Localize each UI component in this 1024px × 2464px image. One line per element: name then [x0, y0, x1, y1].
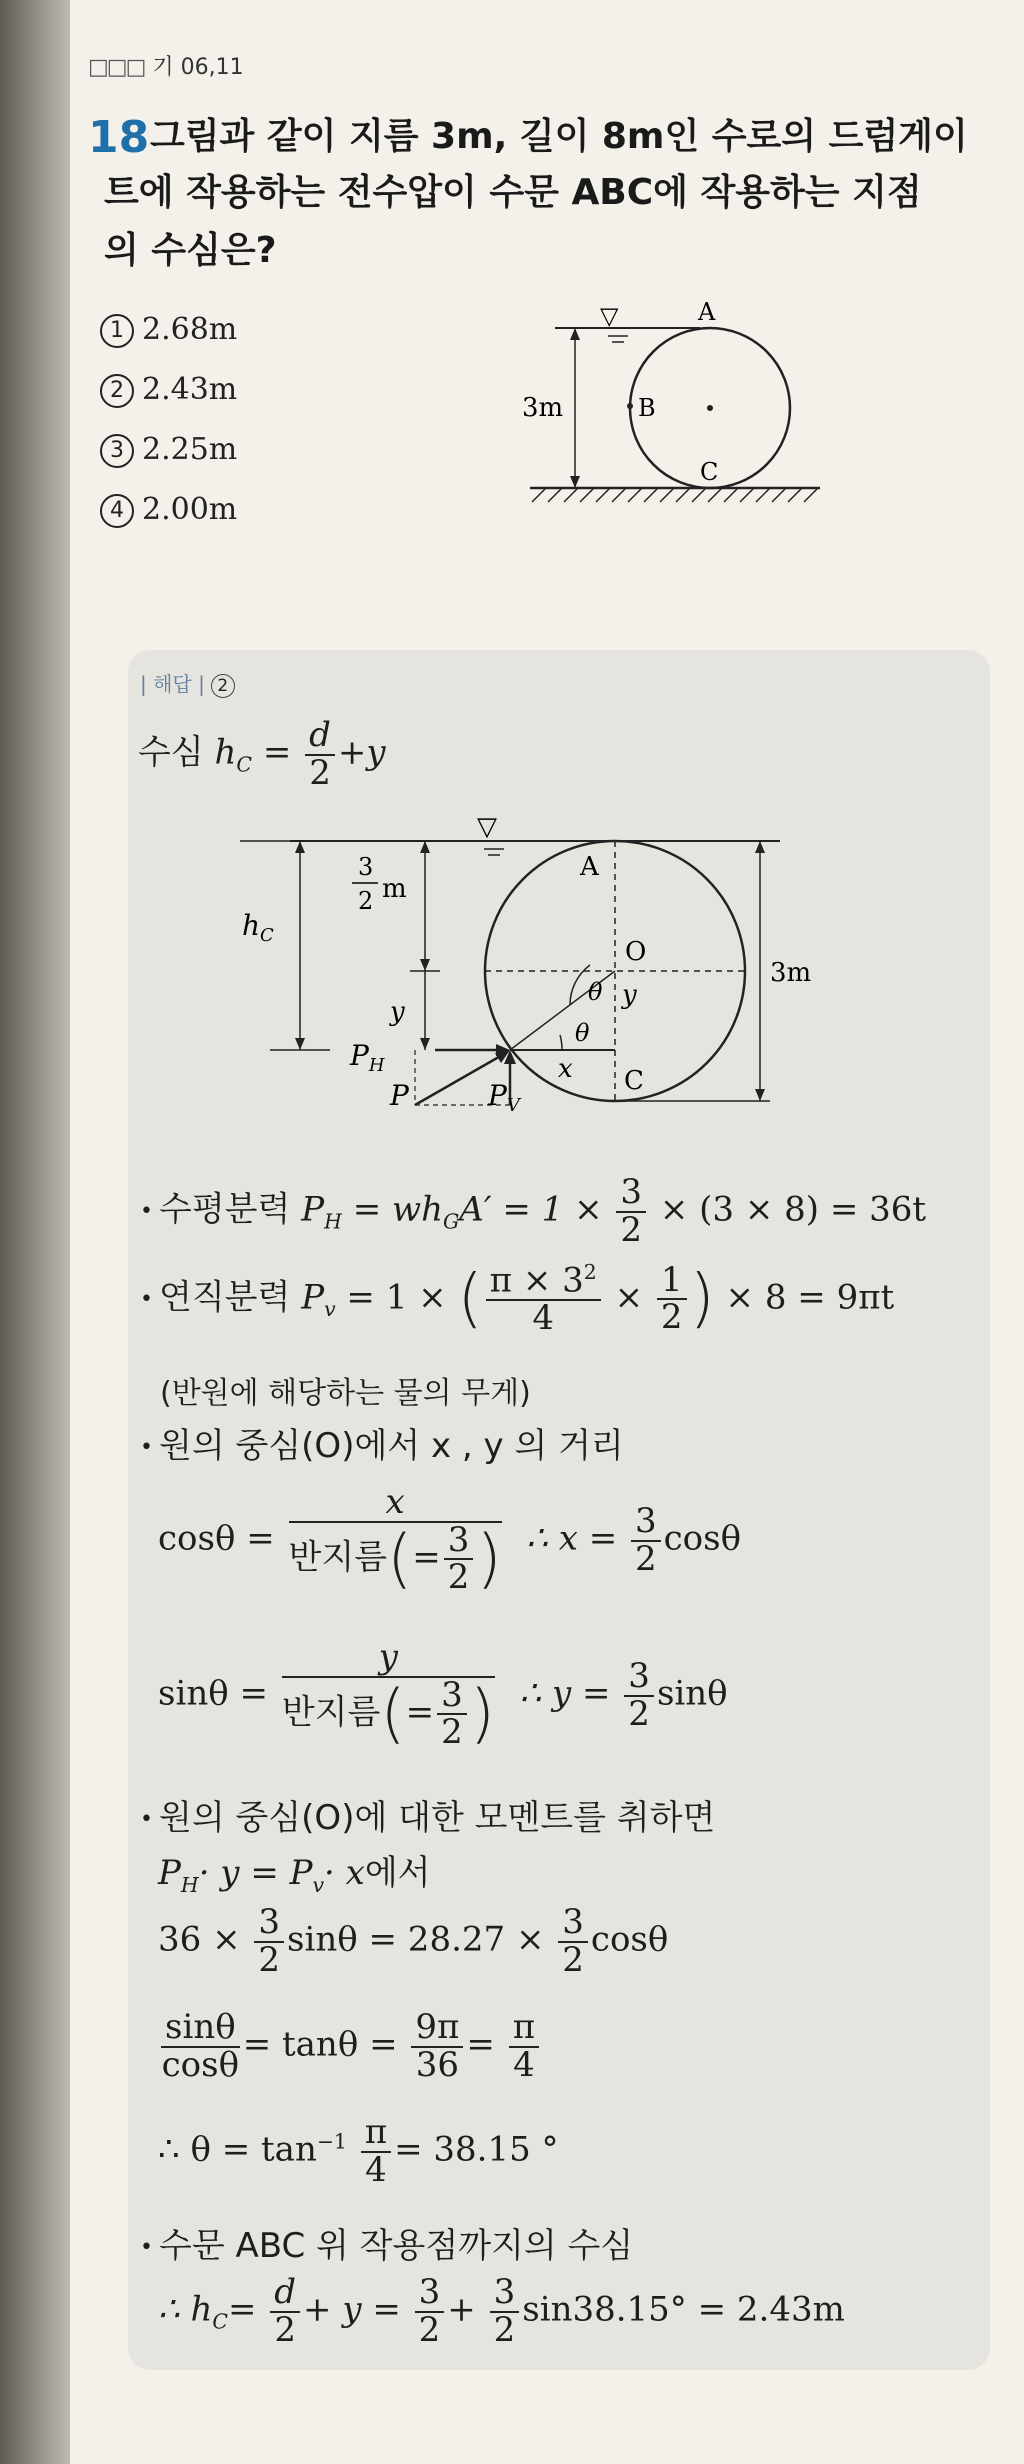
frac-den: 2	[258, 1939, 281, 1980]
tan-line	[158, 2007, 542, 2085]
frac-den: 2	[418, 2309, 441, 2350]
vertical-note: (반원에 해당하는 물의 무게)	[160, 1376, 531, 1411]
moment-b: · y = P	[198, 1853, 313, 1893]
frac-den: 4	[513, 2044, 535, 2085]
frac-num: 3	[437, 1678, 467, 1716]
theta-line	[158, 2112, 559, 2190]
frac-den: 36	[415, 2044, 460, 2085]
final-eq: =	[227, 2289, 257, 2330]
x-label: x	[558, 1054, 573, 1084]
horizontal-formula2: A′ = 1 ×	[459, 1189, 603, 1230]
tan-eq1: = tanθ =	[242, 2024, 398, 2065]
sin-post: sinθ	[656, 1673, 728, 1714]
frac-den: 2	[447, 1557, 470, 1598]
vertical-lhs: P	[301, 1277, 325, 1318]
frac-num: x	[289, 1485, 502, 1523]
moment-title-text: 원의 중심(O)에 대한 모멘트를 취하면	[158, 1798, 716, 1838]
vertical-title: 연직분력	[158, 1277, 291, 1318]
theta-label-1: θ	[588, 978, 603, 1006]
moment-a: P	[158, 1853, 181, 1893]
vertical-post: × 8 = 9πt	[725, 1277, 895, 1318]
label-b: B	[638, 394, 656, 422]
frac-num: 3	[616, 1175, 646, 1213]
distance-title: • 원의 중심(O)에서 x , y 의 거리	[140, 1426, 624, 1466]
frac-num: 3	[415, 2275, 445, 2313]
frac-den: cosθ	[161, 2044, 240, 2085]
exam-year-tag: 기 06,11	[152, 55, 244, 80]
frac-den: 2	[660, 1297, 683, 1338]
frac-num: 3	[254, 1905, 284, 1943]
inner-num: π × 3	[489, 1260, 584, 1301]
horizontal-title: 수평분력	[158, 1189, 291, 1230]
theta-post: = 38.15 °	[394, 2129, 559, 2170]
depth-formula: 수심 $h_C$ = $\frac{d}{2}$ +y	[138, 715, 386, 793]
frac-den: 2	[562, 1939, 584, 1980]
o-label: O	[625, 937, 647, 967]
half-num: 3	[358, 853, 374, 881]
ph-label: $P_H$	[350, 1039, 385, 1076]
final-post: sin38.15° = 2.43m	[522, 2289, 845, 2330]
moment-suffix: 에서	[364, 1853, 431, 1893]
cos-post: cosθ	[663, 1518, 742, 1559]
y-label-right: y	[622, 980, 637, 1010]
calc-mid: sinθ = 28.27 ×	[287, 1919, 545, 1960]
sin-therefore: ∴ y =	[519, 1673, 611, 1714]
answer-label-text: | 해답 |	[140, 672, 205, 696]
c-label: C	[624, 1066, 644, 1096]
choice-1[interactable]	[100, 312, 237, 348]
moment-b-sub: v	[312, 1872, 325, 1897]
tan-eq2: =	[466, 2024, 495, 2065]
label-c: C	[700, 458, 719, 486]
calc-post: cosθ	[590, 1919, 669, 1960]
frac-num: 3	[490, 2275, 520, 2313]
radius-text: 반지름	[288, 1537, 388, 1578]
radius-eq: =	[412, 1537, 441, 1578]
frac-den: 2	[628, 1693, 650, 1734]
choice-text: 2.68m	[142, 312, 238, 347]
moment-eq	[158, 1845, 431, 1897]
moment-diagram	[240, 805, 850, 1116]
frac-num: sinθ	[161, 2010, 240, 2048]
moment-calc	[158, 1902, 669, 1980]
horizontal-line: • 수평분력 $P_H = wh_GA' = 1$ × $\frac{3}{2}$ × (3 × 8) = 36t	[140, 1172, 927, 1250]
moment-title: • 원의 중심(O)에 대한 모멘트를 취하면	[140, 1798, 716, 1838]
choice-3[interactable]	[100, 432, 237, 468]
theta-exp: −1	[316, 2129, 347, 2154]
frac-den: 2	[493, 2309, 516, 2350]
frac-den: 2	[620, 1209, 643, 1250]
final-line	[158, 2272, 845, 2350]
sin-lhs: sinθ =	[158, 1673, 268, 1714]
final-p2: +	[447, 2289, 476, 2330]
choice-number: 2	[100, 374, 134, 408]
frac-den: 2	[309, 752, 331, 793]
pv-label: $P_V$	[488, 1079, 520, 1116]
vertical-line: • 연직분력 $P_v = 1$ × ( $\frac{\pi \times 3^2}{4}$ × $\frac{1}{2}$ ) × 8 = 9πt	[140, 1259, 895, 1339]
half-den: 2	[358, 887, 374, 915]
choice-2[interactable]	[100, 372, 237, 408]
frac-den: 2	[441, 1712, 463, 1753]
frac-num: 9π	[411, 2010, 463, 2048]
choice-4[interactable]	[100, 492, 237, 528]
a-label: A	[580, 852, 599, 882]
frac-num: π	[361, 2115, 391, 2153]
depth-title: 수심	[138, 732, 204, 773]
frac-den: 2	[274, 2309, 296, 2350]
moment-a-sub: H	[180, 1872, 199, 1897]
question-line-3: 의 수심은?	[104, 230, 277, 271]
answer-number: 2	[211, 674, 235, 698]
choice-number: 3	[100, 434, 134, 468]
depth-lhs-sub: C	[236, 752, 253, 777]
question-line-2: 트에 작용하는 전수압이 수문 ABC에 작용하는 지점	[104, 172, 922, 213]
question-number: 18	[88, 112, 150, 163]
height-label: 3m	[522, 393, 564, 423]
inner-den: 4	[532, 1298, 555, 1339]
three-m-label: 3m	[770, 958, 812, 988]
answer-label	[140, 668, 235, 698]
frac-num: π	[509, 2010, 539, 2048]
sin-line: sinθ = y 반지름(= $\frac{3}{2}$ ) ∴ y = $\frac{3}{2}$ sinθ	[158, 1637, 728, 1753]
depth-lhs: h	[214, 732, 237, 773]
label-a: A	[698, 298, 716, 326]
cos-lhs: cosθ =	[158, 1518, 275, 1559]
theta-label-2: θ	[575, 1019, 590, 1047]
question-line-1: 그림과 같이 지름 3m, 길이 8m인 수로의 드럼게이	[150, 116, 968, 157]
water-surface-icon: ▽	[477, 812, 497, 842]
horizontal-sub: G	[442, 1209, 460, 1234]
frac-num: d	[270, 2275, 300, 2313]
horizontal-formula: = wh	[352, 1189, 443, 1230]
vertical-pre: = 1 ×	[346, 1277, 447, 1318]
frac-num: 1	[657, 1263, 687, 1301]
drum-gate-figure	[520, 290, 830, 530]
inner-exp: 2	[583, 1260, 597, 1284]
depth-rest: +y	[337, 732, 386, 773]
horizontal-rest: × (3 × 8) = 36t	[659, 1189, 927, 1230]
choice-number: 1	[100, 314, 134, 348]
frac-den: 4	[365, 2149, 387, 2190]
frac-den: 2	[635, 1538, 657, 1579]
water-surface-icon: ▽	[600, 302, 619, 330]
final-title-text: 수문 ABC 위 작용점까지의 수심	[158, 2226, 634, 2266]
checkbox-marks: □□□	[88, 55, 145, 80]
frac-num: 3	[624, 1659, 654, 1697]
frac-num: 3	[558, 1905, 588, 1943]
final-sub: C	[212, 2309, 228, 2334]
p-label: P	[390, 1079, 409, 1112]
choice-text: 2.43m	[142, 372, 238, 407]
choice-text: 2.00m	[142, 492, 238, 527]
final-p1: + y =	[303, 2289, 401, 2330]
moment-c: · x	[324, 1853, 365, 1893]
radius-eq: =	[405, 1692, 435, 1733]
choice-text: 2.25m	[142, 432, 238, 467]
vertical-mid: ×	[614, 1277, 644, 1318]
final-pre: ∴ h	[158, 2289, 213, 2330]
half-unit: m	[382, 874, 407, 904]
theta-pre: ∴ θ = tan	[158, 2129, 317, 2170]
frac-num: y	[282, 1640, 495, 1678]
frac-num: d	[305, 718, 335, 756]
vertical-lhs-sub: v	[324, 1297, 336, 1322]
calc-pre: 36 ×	[158, 1919, 241, 1960]
cos-line: cosθ = x 반지름(= $\frac{3}{2}$ ) ∴ x = $\frac{3}{2}$ cosθ	[158, 1482, 742, 1598]
question-tag	[88, 50, 244, 81]
y-label-left: y	[390, 997, 405, 1027]
frac-num: 3	[631, 1504, 661, 1542]
choice-number: 4	[100, 494, 134, 528]
radius-text: 반지름	[281, 1692, 381, 1733]
frac-num: 3	[444, 1523, 474, 1561]
hc-label: $h_C$	[242, 909, 274, 946]
final-title: • 수문 ABC 위 작용점까지의 수심	[140, 2226, 634, 2266]
distance-title-text: 원의 중심(O)에서 x , y 의 거리	[158, 1426, 624, 1466]
cos-therefore: ∴ x =	[526, 1518, 618, 1559]
